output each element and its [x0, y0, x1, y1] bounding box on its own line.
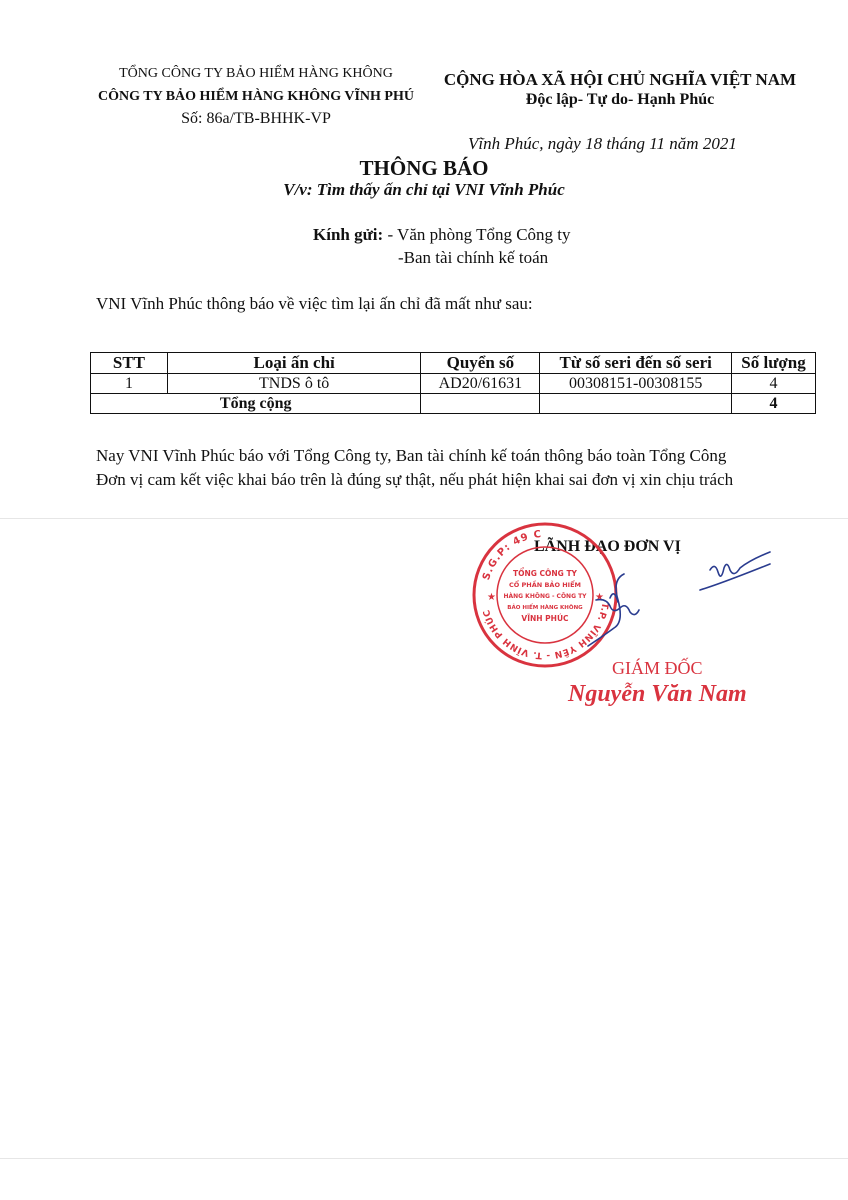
- svg-text:VĨNH PHÚC: VĨNH PHÚC: [521, 614, 569, 623]
- recipients-label: Kính gửi:: [313, 225, 384, 244]
- total-label: Tổng cộng: [91, 394, 421, 414]
- handwritten-signature: [580, 540, 780, 660]
- svg-text:TỔNG CÔNG TY: TỔNG CÔNG TY: [512, 569, 578, 578]
- table-total-row: [91, 394, 816, 414]
- col-header-stt: STT: [91, 353, 168, 374]
- svg-text:T.P. VĨNH YÊN - T. VĨNH PHÚC: T.P. VĨNH YÊN - T. VĨNH PHÚC: [481, 601, 610, 661]
- national-motto: Độc lập- Tự do- Hạnh Phúc: [525, 91, 715, 108]
- col-header-quantity: Số lượng: [732, 353, 816, 374]
- col-header-serial: Từ số seri đến số seri: [540, 353, 732, 374]
- svg-text:BẢO HIỂM HÀNG KHÔNG: BẢO HIỂM HÀNG KHÔNG: [507, 605, 583, 611]
- org-parent: TỔNG CÔNG TY BẢO HIỂM HÀNG KHÔNG: [119, 66, 393, 81]
- scan-artifact-line: [0, 1158, 848, 1159]
- recipient-1: - Văn phòng Tổng Công ty: [387, 225, 571, 244]
- body-line-2: Đơn vị cam kết việc khai báo trên là đúng sự thật, nếu phát hiện khai sai đơn vị xin chịu trách: [96, 470, 734, 489]
- total-value: 4: [732, 394, 816, 414]
- col-header-type: Loại ấn chỉ: [167, 353, 421, 374]
- cell-stt: 1: [91, 374, 168, 394]
- col-header-book: Quyển số: [421, 353, 540, 374]
- table-row: [91, 374, 816, 394]
- svg-text:S.G.P: 49 C: S.G.P: 49 C: [481, 528, 543, 582]
- scan-artifact-line: [0, 518, 848, 519]
- cell-type: TNDS ô tô: [167, 374, 421, 394]
- accountable-forms-table: [90, 352, 816, 414]
- svg-text:CỔ PHẦN BẢO HIỂM: CỔ PHẦN BẢO HIỂM: [508, 581, 582, 589]
- signatory-name: Nguyễn Văn Nam: [568, 681, 747, 707]
- total-empty-cell: [540, 394, 732, 414]
- svg-text:★: ★: [595, 592, 604, 603]
- document-title: THÔNG BÁO: [359, 156, 489, 180]
- date-line: Vĩnh Phúc, ngày 18 tháng 11 năm 2021: [468, 134, 737, 153]
- cell-serial: 00308151-00308155: [540, 374, 732, 394]
- svg-text:★: ★: [487, 592, 496, 603]
- total-empty-cell: [421, 394, 540, 414]
- org-name: CÔNG TY BẢO HIỂM HÀNG KHÔNG VĨNH PHÚ: [98, 89, 414, 104]
- country-name: CỘNG HÒA XÃ HỘI CHỦ NGHĨA VIỆT NAM: [443, 70, 797, 89]
- body-line-1: Nay VNI Vĩnh Phúc báo với Tổng Công ty, Ban tài chính kế toán thông báo toàn Tổng Công: [96, 446, 727, 465]
- svg-text:HÀNG KHÔNG - CÔNG TY: HÀNG KHÔNG - CÔNG TY: [503, 593, 587, 600]
- signatory-position: GIÁM ĐỐC: [612, 658, 703, 678]
- table-header-row: [91, 353, 816, 374]
- recipients: [313, 225, 571, 245]
- cell-book: AD20/61631: [421, 374, 540, 394]
- document-subject: V/v: Tìm thấy ấn chỉ tại VNI Vĩnh Phúc: [283, 180, 565, 199]
- recipient-2: -Ban tài chính kế toán: [398, 248, 549, 267]
- cell-quantity: 4: [732, 374, 816, 394]
- intro-text: VNI Vĩnh Phúc thông báo về việc tìm lại ấn chỉ đã mất như sau:: [96, 294, 533, 313]
- doc-number: Số: 86a/TB-BHHK-VP: [181, 110, 331, 127]
- signature-heading: LÃNH ĐẠO ĐƠN VỊ: [534, 538, 681, 555]
